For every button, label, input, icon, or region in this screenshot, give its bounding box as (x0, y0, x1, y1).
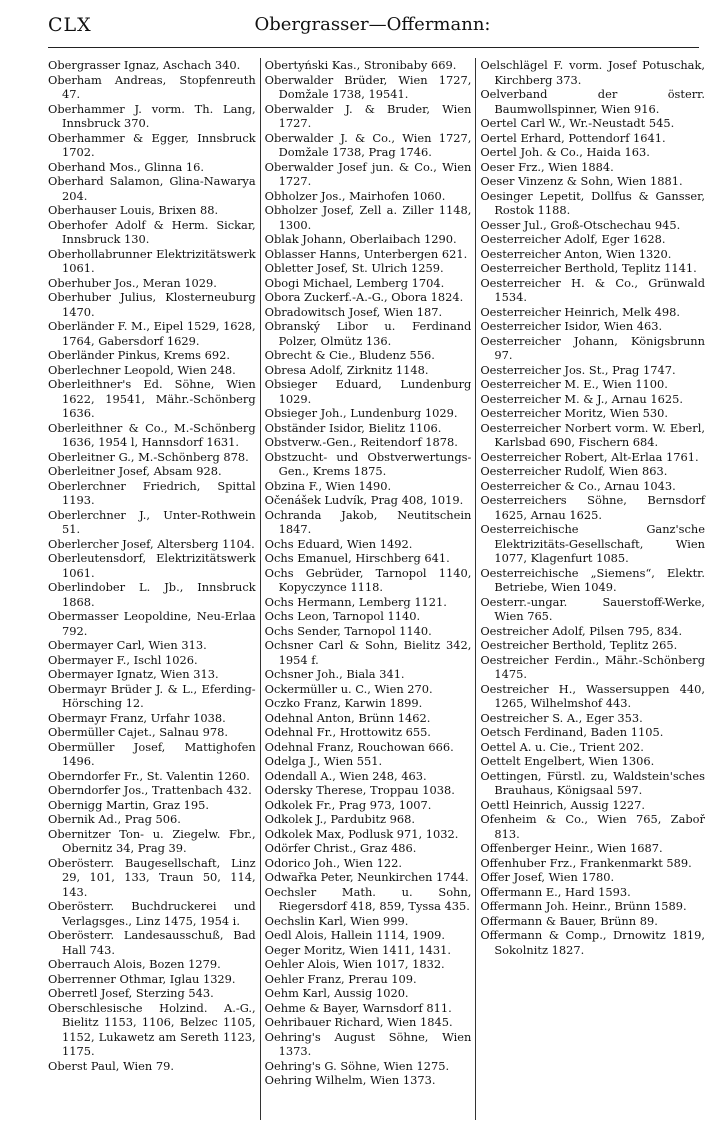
directory-entry: Ockermüller u. C., Wien 270. (264, 681, 433, 696)
directory-entry: Oberhauser Louis, Brixen 88. (48, 203, 219, 217)
directory-entry: Oberleithner & Co., M.-Schönberg 1636, 1954 l, Hannsdorf 1631. (48, 420, 256, 449)
directory-entry: Oestreicher H., Wassersuppen 440, 1265, Wilhelmshof 443. (480, 681, 705, 710)
directory-entry: Offermann E., Hard 1593. (480, 884, 631, 899)
directory-entry: Oberösterr. Buchdruckerei und Verlagsges., Linz 1475, 1954 i. (48, 899, 256, 928)
directory-entry: Oberländer F. M., Eipel 1529, 1628, 1764, Gabersdorf 1629. (48, 319, 256, 348)
directory-entry: Odehnal Franz, Rouchowan 666. (264, 739, 454, 754)
column-1 (48, 58, 260, 1120)
directory-entry: Oelverband der österr. Baumwollspinner, Wien 916. (480, 87, 705, 116)
directory-entry: Oberlerchner Friedrich, Spittal 1193. (48, 478, 256, 507)
directory-entry: Oesterreicher Norbert vorm. W. Eberl, Karlsbad 690, Fischern 684. (480, 420, 705, 449)
directory-entry: Offermann & Bauer, Brünn 89. (480, 913, 658, 928)
directory-entry: Oberwalder Josef jun. & Co., Wien 1727. (264, 159, 472, 188)
directory-entry: Oberndorfer Fr., St. Valentin 1260. (48, 768, 250, 783)
directory-entry: Ochs Hermann, Lemberg 1121. (264, 594, 447, 609)
directory-entry: Obzina F., Wien 1490. (264, 478, 392, 493)
running-title: Obergrasser—Offermann: (254, 14, 491, 35)
directory-entry: Oberndorfer Jos., Trattenbach 432. (48, 783, 252, 797)
directory-entry: Oberhammer & Egger, Innsbruck 1702. (48, 130, 256, 159)
directory-entry: Obora Zuckerf.-A.-G., Obora 1824. (264, 290, 464, 304)
directory-entry: Obernitzer Ton- u. Ziegelw. Fbr., Obernitz 34, Prag 39. (48, 826, 256, 855)
directory-entry: Ochs Gebrüder, Tarnopol 1140, Kopyczynce 1118. (264, 565, 472, 594)
directory-entry: Obernik Ad., Prag 506. (48, 812, 181, 826)
directory-entry: Oesterreicher Jos. St., Prag 1747. (480, 362, 676, 377)
directory-entry: Oechslin Karl, Wien 999. (264, 913, 409, 928)
directory-entry: Obstzucht- und Obstverwertungs-Gen., Krems 1875. (264, 449, 472, 478)
directory-entry: Ochranda Jakob, Neutitschein 1847. (264, 507, 472, 536)
directory-entry: Obermayr Franz, Urfahr 1038. (48, 710, 226, 725)
directory-entry: Oberlercher Josef, Altersberg 1104. (48, 536, 255, 551)
directory-entry: Odendall A., Wien 248, 463. (264, 768, 427, 783)
directory-columns (48, 58, 709, 1120)
directory-entry: Oberlechner Leopold, Wien 248. (48, 362, 236, 377)
directory-entry: Obstverw.-Gen., Reitendorf 1878. (264, 435, 458, 449)
directory-entry: Oesterreicher Johann, Königsbrunn 97. (480, 333, 705, 362)
directory-entry: Oberhofer Adolf & Herm. Sickar, Innsbruck 130. (48, 217, 256, 246)
page-number: CLX (48, 14, 92, 36)
directory-entry: Offenberger Heinr., Wien 1687. (480, 841, 663, 855)
directory-entry: Offermann & Comp., Drnowitz 1819, Sokolnitz 1827. (480, 928, 705, 957)
directory-entry: Ochs Emanuel, Hirschberg 641. (264, 551, 450, 565)
directory-entry: Oesinger Lepetit, Dollfus & Gansser, Rostok 1188. (480, 188, 705, 217)
directory-entry: Oberhuber Julius, Klosterneuburg 1470. (48, 290, 256, 319)
directory-entry: Oberschlesische Holzind. A.-G., Bielitz 1153, 1106, Belzec 1105, 1152, Lukawetz am Sereth 1123, 1175. (48, 1000, 256, 1058)
directory-entry: Oberwalder J. & Bruder, Wien 1727. (264, 101, 472, 130)
directory-entry: Oechsler Math. u. Sohn, Riegersdorf 418, 859, Tyssa 435. (264, 884, 472, 913)
directory-entry: Obholzer Josef, Zell a. Ziller 1148, 1300. (264, 203, 472, 232)
directory-entry: Obradowitsch Josef, Wien 187. (264, 304, 443, 319)
column-2 (260, 58, 476, 1120)
directory-entry: Oberösterr. Landesausschuß, Bad Hall 743. (48, 928, 256, 957)
directory-entry: Odersky Therese, Troppau 1038. (264, 783, 455, 797)
directory-entry: Oehring Wilhelm, Wien 1373. (264, 1073, 436, 1087)
directory-entry: Ochsner Joh., Biala 341. (264, 667, 405, 681)
directory-entry: Obertyński Kas., Stronibaby 669. (264, 58, 457, 72)
directory-entry: Oberhard Salamon, Glina-Nawarya 204. (48, 174, 256, 203)
directory-entry: Obergrasser Ignaz, Aschach 340. (48, 58, 241, 72)
directory-entry: Oesterreicher Berthold, Teplitz 1141. (480, 261, 697, 275)
directory-entry: Oberst Paul, Wien 79. (48, 1058, 174, 1073)
directory-entry: Oberrauch Alois, Bozen 1279. (48, 957, 221, 971)
directory-entry: Oesterr.-ungar. Sauerstoff-Werke, Wien 765. (480, 594, 705, 623)
directory-entry: Oberleitner Josef, Absam 928. (48, 464, 222, 478)
directory-entry: Oettelt Engelbert, Wien 1306. (480, 754, 655, 768)
directory-entry: Oberleutensdorf, Elektrizitätswerk 1061. (48, 551, 256, 580)
directory-entry: Odörfer Christ., Graz 486. (264, 841, 417, 855)
directory-entry: Obermayer Carl, Wien 313. (48, 638, 207, 652)
directory-entry: Offermann Joh. Heinr., Brünn 1589. (480, 899, 687, 913)
directory-entry: Oesser Jul., Groß-Otschechau 945. (480, 217, 681, 232)
directory-entry: Oehm Karl, Aussig 1020. (264, 986, 409, 1000)
directory-entry: Oeser Frz., Wien 1884. (480, 159, 614, 174)
column-3 (475, 58, 709, 1120)
directory-entry: Oberhuber Jos., Meran 1029. (48, 275, 217, 290)
directory-entry: Oesterreichers Söhne, Bernsdorf 1625, Arnau 1625. (480, 493, 705, 522)
directory-entry: Odkolek Max, Podlusk 971, 1032. (264, 826, 459, 841)
directory-entry: Oertel Erhard, Pottendorf 1641. (480, 130, 666, 145)
directory-entry: Odelga J., Wien 551. (264, 754, 383, 768)
directory-entry: Oberländer Pinkus, Krems 692. (48, 348, 230, 362)
directory-entry: Ochsner Carl & Sohn, Bielitz 342, 1954 f. (264, 638, 472, 667)
directory-entry: Obermayer F., Ischl 1026. (48, 652, 198, 667)
directory-entry: Oberhollabrunner Elektrizitätswerk 1061. (48, 246, 256, 275)
directory-entry: Oesterreichische „Siemens“, Elektr. Betriebe, Wien 1049. (480, 565, 705, 594)
directory-entry: Obletter Josef, St. Ulrich 1259. (264, 261, 444, 275)
directory-entry: Offer Josef, Wien 1780. (480, 870, 615, 884)
directory-entry: Oesterreicher Robert, Alt-Erlaa 1761. (480, 449, 699, 464)
directory-entry: Oehler Alois, Wien 1017, 1832. (264, 957, 445, 971)
directory-entry: Ofenheim & Co., Wien 765, Zaboř 813. (480, 812, 705, 841)
directory-entry: Odkolek Fr., Prag 973, 1007. (264, 797, 432, 812)
directory-entry: Obermayr Brüder J. & L., Eferding-Hörsching 12. (48, 681, 256, 710)
directory-entry: Oberrenner Othmar, Iglau 1329. (48, 971, 236, 986)
directory-entry: Obermayer Ignatz, Wien 313. (48, 667, 219, 681)
directory-entry: Oesterreicher Moritz, Wien 530. (480, 406, 669, 420)
directory-entry: Obermasser Leopoldine, Neu-Erlaa 792. (48, 609, 256, 638)
directory-entry: Oesterreicher Anton, Wien 1320. (480, 246, 672, 261)
directory-entry: Oberleithner's Ed. Söhne, Wien 1622, 19541, Mähr.-Schönberg 1636. (48, 377, 256, 420)
directory-entry: Oberretl Josef, Sterzing 543. (48, 986, 214, 1000)
directory-entry: Obholzer Jos., Mairhofen 1060. (264, 188, 446, 203)
directory-entry: Oertel Joh. & Co., Haida 163. (480, 145, 650, 159)
directory-entry: Odehnal Fr., Hrottowitz 655. (264, 725, 431, 739)
directory-entry: Odwařka Peter, Neunkirchen 1744. (264, 870, 469, 884)
directory-entry: Obermüller Cajet., Salnau 978. (48, 725, 228, 739)
directory-entry: Oczko Franz, Karwin 1899. (264, 696, 423, 710)
directory-entry: Oberham Andreas, Stopfenreuth 47. (48, 72, 256, 101)
directory-entry: Oberwalder Brüder, Wien 1727, Domžale 1738, 19541. (264, 72, 472, 101)
directory-entry: Oedl Alois, Hallein 1114, 1909. (264, 928, 445, 942)
directory-entry: Oblak Johann, Oberlaibach 1290. (264, 232, 457, 246)
directory-entry: Obsieger Joh., Lundenburg 1029. (264, 406, 458, 420)
directory-entry: Oberlindober L. Jb., Innsbruck 1868. (48, 580, 256, 609)
directory-entry: Oelschlägel F. vorm. Josef Potuschak, Kirchberg 373. (480, 58, 705, 87)
directory-entry: Oesterreicher Rudolf, Wien 863. (480, 464, 668, 478)
directory-entry: Oettingen, Fürstl. zu, Waldstein'sches Brauhaus, Königsaal 597. (480, 768, 705, 797)
directory-entry: Obresa Adolf, Zirknitz 1148. (264, 362, 429, 377)
directory-entry: Oberhammer J. vorm. Th. Lang, Innsbruck 370. (48, 101, 256, 130)
directory-entry: Ochs Leon, Tarnopol 1140. (264, 609, 421, 623)
directory-entry: Oettl Heinrich, Aussig 1227. (480, 797, 645, 812)
directory-entry: Oesterreicher & Co., Arnau 1043. (480, 478, 676, 493)
directory-entry: Obständer Isidor, Bielitz 1106. (264, 420, 442, 435)
directory-entry: Odorico Joh., Wien 122. (264, 855, 402, 870)
directory-entry: Oestreicher S. A., Eger 353. (480, 710, 643, 725)
directory-entry: Oestreicher Berthold, Teplitz 265. (480, 638, 678, 652)
directory-entry: Odehnal Anton, Brünn 1462. (264, 710, 431, 725)
directory-entry: Oehme & Bayer, Warnsdorf 811. (264, 1000, 452, 1015)
directory-entry: Oberösterr. Baugesellschaft, Linz 29, 101, 133, Traun 50, 114, 143. (48, 855, 256, 899)
directory-entry: Oesterreicher M. & J., Arnau 1625. (480, 391, 683, 406)
directory-entry: Oesterreicher H. & Co., Grünwald 1534. (480, 275, 705, 304)
directory-entry: Ochs Sender, Tarnopol 1140. (264, 623, 432, 638)
directory-entry: Odkolek J., Pardubitz 968. (264, 812, 416, 826)
directory-entry: Oesterreicher Heinrich, Melk 498. (480, 304, 681, 319)
directory-entry: Obsieger Eduard, Lundenburg 1029. (264, 377, 472, 406)
directory-entry: Oehring's August Söhne, Wien 1373. (264, 1029, 472, 1058)
directory-entry: Oblasser Hanns, Unterbergen 621. (264, 246, 468, 261)
directory-entry: Obernigg Martin, Graz 195. (48, 797, 210, 812)
directory-entry: Oehribauer Richard, Wien 1845. (264, 1015, 453, 1029)
directory-entry: Obrecht & Cie., Bludenz 556. (264, 348, 435, 362)
directory-entry: Obranský Libor u. Ferdinand Polzer, Olmütz 136. (264, 319, 472, 348)
directory-entry: Oestreicher Adolf, Pilsen 795, 834. (480, 623, 683, 638)
directory-entry: Oberlerchner J., Unter-Rothwein 51. (48, 507, 256, 536)
directory-entry: Oesterreicher M. E., Wien 1100. (480, 377, 668, 391)
directory-entry: Obermüller Josef, Mattighofen 1496. (48, 739, 256, 768)
directory-entry: Ochs Eduard, Wien 1492. (264, 536, 413, 551)
directory-entry: Offenhuber Frz., Frankenmarkt 589. (480, 855, 692, 870)
directory-entry: Oeser Vinzenz & Sohn, Wien 1881. (480, 174, 683, 188)
header-rule (48, 47, 699, 48)
directory-entry: Oberhand Mos., Glinna 16. (48, 159, 205, 174)
directory-entry: Oehring's G. Söhne, Wien 1275. (264, 1058, 450, 1073)
directory-entry: Očenášek Ludvík, Prag 408, 1019. (264, 493, 464, 507)
directory-entry: Oetsch Ferdinand, Baden 1105. (480, 725, 664, 739)
directory-entry: Oeger Moritz, Wien 1411, 1431. (264, 942, 451, 957)
directory-entry: Oesterreicher Isidor, Wien 463. (480, 319, 663, 333)
directory-entry: Oestreicher Ferdin., Mähr.-Schönberg 1475. (480, 652, 705, 681)
directory-entry: Oertel Carl W., Wr.-Neustadt 545. (480, 116, 675, 130)
directory-entry: Oberwalder J. & Co., Wien 1727, Domžale 1738, Prag 1746. (264, 130, 472, 159)
directory-entry: Oesterreicher Adolf, Eger 1628. (480, 232, 666, 246)
page-header (48, 14, 697, 42)
directory-entry: Obogi Michael, Lemberg 1704. (264, 275, 445, 290)
directory-entry: Oettel A. u. Cie., Trient 202. (480, 739, 644, 754)
directory-entry: Oesterreichische Ganz'sche Elektrizitäts-Gesellschaft, Wien 1077, Klagenfurt 1085. (480, 522, 705, 565)
directory-entry: Oberleitner G., M.-Schönberg 878. (48, 449, 249, 464)
directory-entry: Oehler Franz, Prerau 109. (264, 971, 417, 986)
